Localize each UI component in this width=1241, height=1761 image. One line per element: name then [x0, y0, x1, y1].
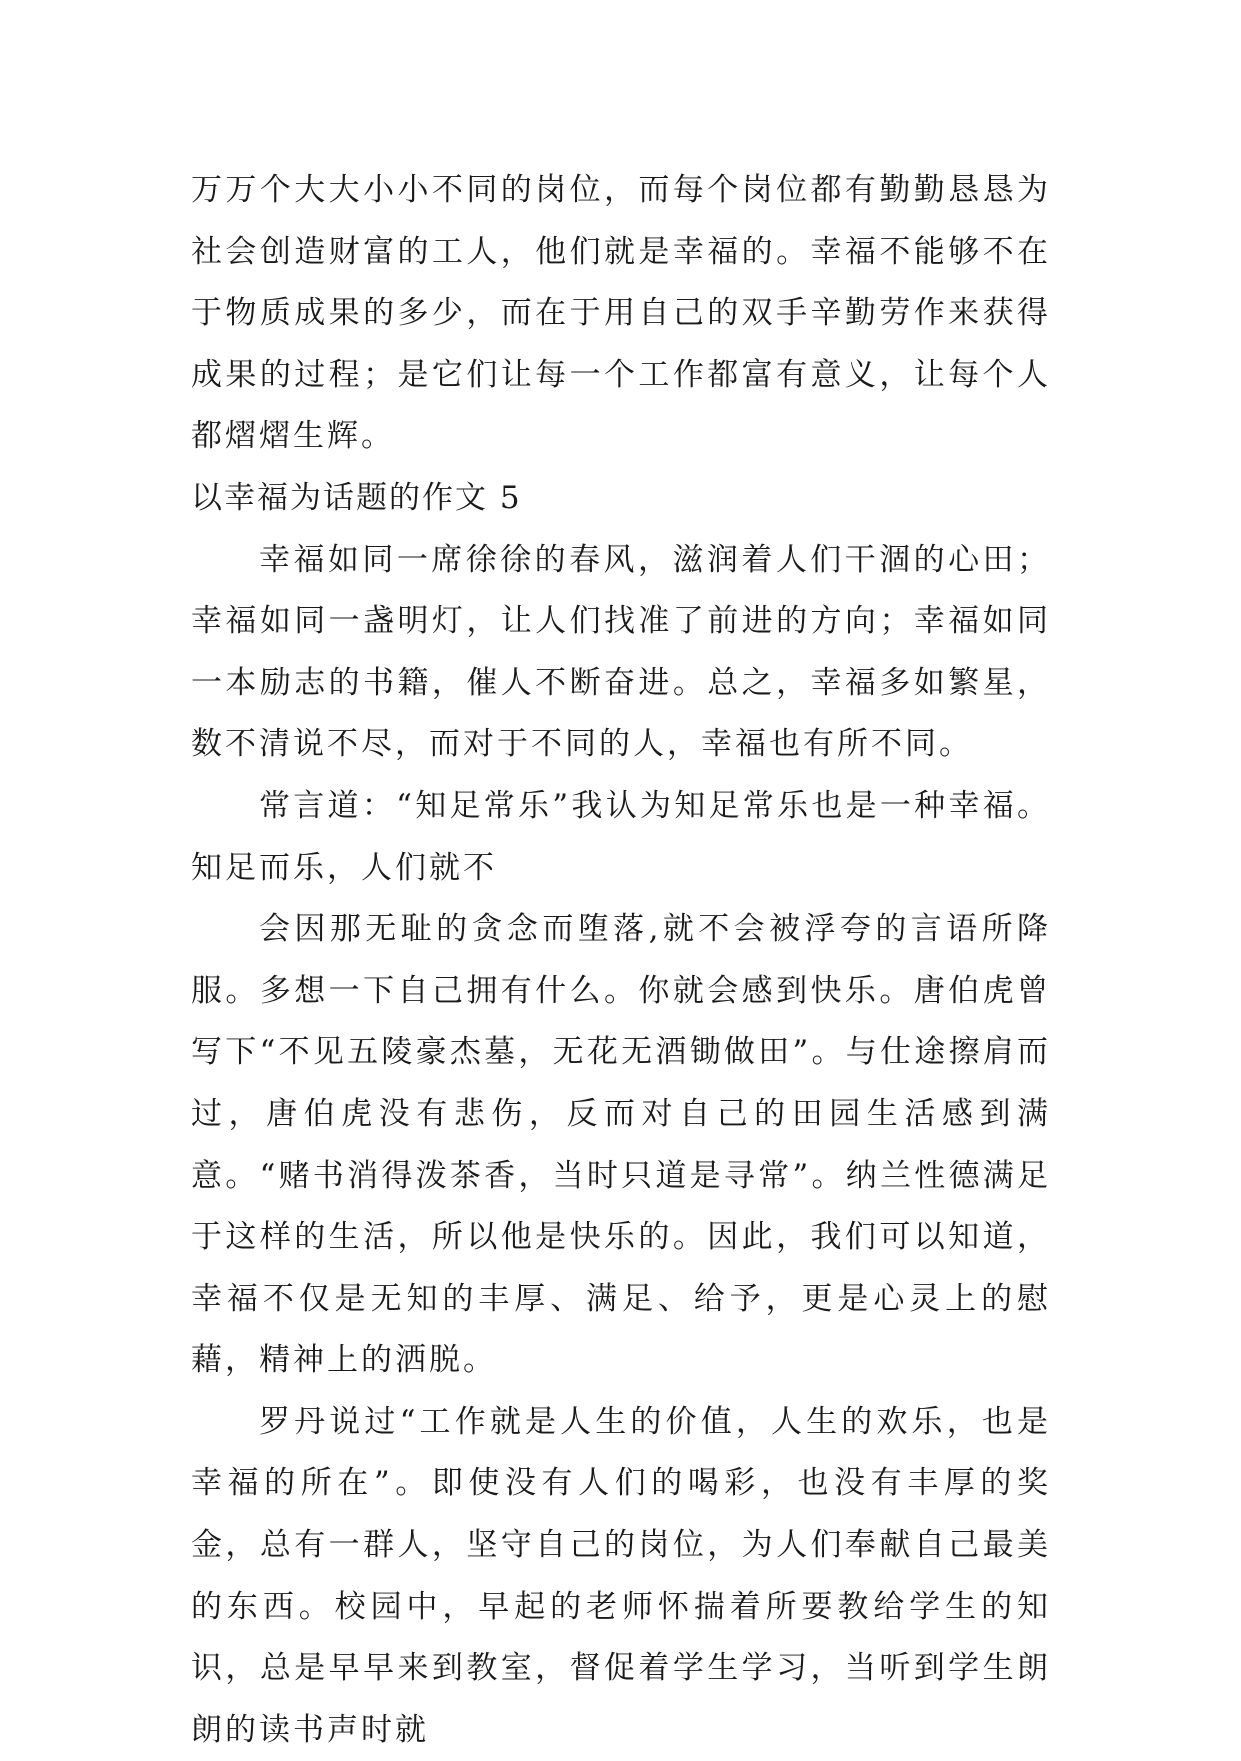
paragraph-work-value: 罗丹说过“工作就是人生的价值，人生的欢乐，也是幸福的所在”。即使没有人们的喝彩，也没有丰厚的奖金，总有一群人，坚守自己的岗位，为人们奉献自己最美的东西。校园中，早起的老师怀揣着所要教给学生的知识，总是早早来到教室，督促着学生学习，当听到学生朗朗的读书声时就	[191, 1403, 1051, 1748]
paragraph-contentment-examples: 会因那无耻的贪念而堕落,就不会被浮夸的言语所降服。多想一下自己拥有什么。你就会感到快乐。唐伯虎曾写下“不见五陵豪杰墓，无花无酒锄做田”。与仕途擦肩而过，唐伯虎没有悲伤，反而对自己的田园生活感到满意。“赌书消得泼茶香，当时只道是寻常”。纳兰性德满足于这样的生活，所以他是快乐的。因此，我们可以知道，幸福不仅是无知的丰厚、满足、给予，更是心灵上的慰藉，精神上的洒脱。	[191, 911, 1051, 1379]
paragraph-contentment: 常言道：“知足常乐”我认为知足常乐也是一种幸福。知足而乐，人们就不	[191, 787, 1051, 886]
essay-heading: 以幸福为话题的作文 5	[191, 479, 522, 516]
document-body	[191, 160, 1051, 1761]
paragraph-happiness-metaphors: 幸福如同一席徐徐的春风，滋润着人们干涸的心田；幸福如同一盏明灯，让人们找准了前进的方向；幸福如同一本励志的书籍，催人不断奋进。总之，幸福多如繁星，数不清说不尽，而对于不同的人，幸福也有所不同。	[191, 541, 1051, 763]
paragraph-continuation: 万万个大大小小不同的岗位，而每个岗位都有勤勤恳恳为社会创造财富的工人，他们就是幸福的。幸福不能够不在于物质成果的多少，而在于用自己的双手辛勤劳作来获得成果的过程；是它们让每一个工作都富有意义，让每个人都熠熠生辉。	[191, 172, 1051, 455]
